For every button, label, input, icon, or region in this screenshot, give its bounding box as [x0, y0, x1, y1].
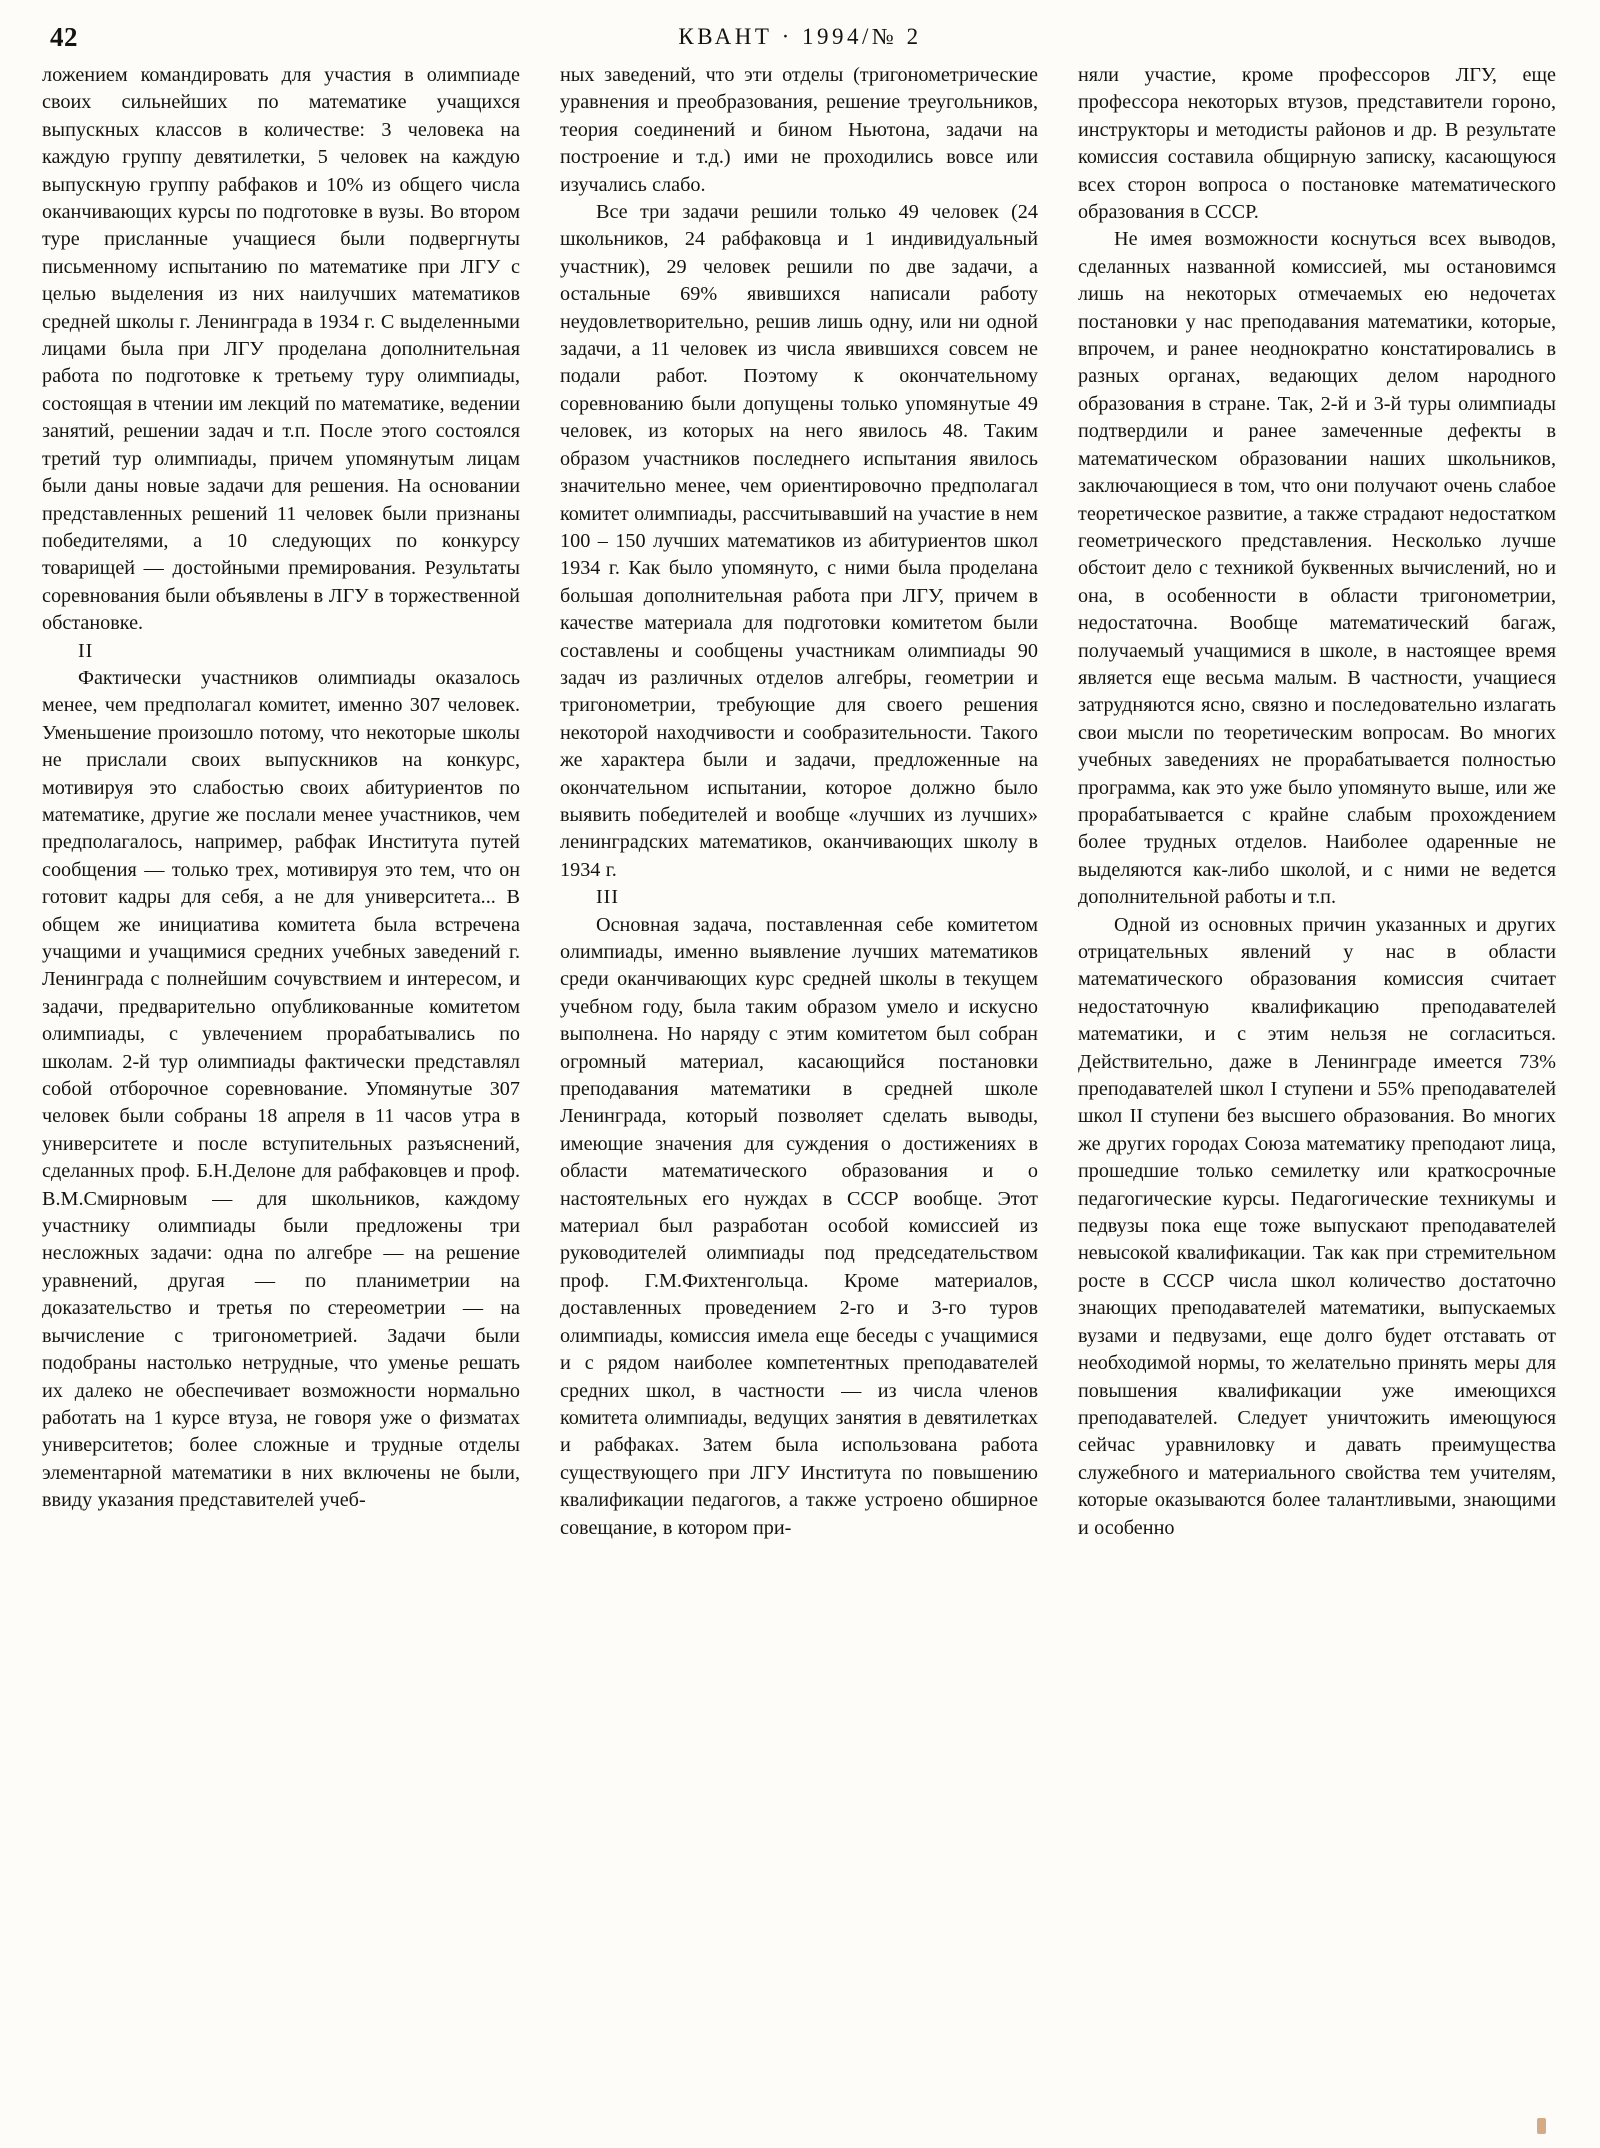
page-corner-mark: [1537, 2118, 1546, 2134]
section-number: III: [596, 886, 619, 909]
paragraph: ложением командировать для участия в олимпиаде своих сильнейших по математике учащихся выпускных классов в количестве: 3 человека на каждую группу девятилетки, 5 человек на каждую выпускную группу рабфаков и 10% из общего числа оканчивающих курсы по подготовке в вузы. Во втором туре присланные учащиеся были подвергнуты письменному испытанию по математике при ЛГУ с целью выделения из них наилучших математиков средней школы г. Ленинграда в 1934 г. С выделенными лицами была при ЛГУ проделана дополнительная работа по подготовке к третьему туру олимпиады, состоящая в чтении им лекций по математике, ведении занятий, решении задач и т.п. После этого состоялся третий тур олимпиады, причем упомянутым лицам были даны новые задачи для решения. На основании представленных решений 11 человек были признаны победителями, а 10 следующих по конкурсу товарищей — достойными премирования. Результаты соревнования были объявлены в ЛГУ в торжественной обстановке.: [42, 64, 520, 635]
paragraph: Фактически участников олимпиады оказалось менее, чем предполагал комитет, именно 307 человек. Уменьшение произошло потому, что некоторые школы не прислали своих выпускников на конкурс, мотивируя это слабостью своих абитуриентов по математике, другие же послали менее участников, чем предполагалось, например, рабфак Института путей сообщения — только трех, мотивируя это тем, что он готовит кадры для себя, а не для университета... В общем же инициатива комитета была встречена учащими и учащимися средних учебных заведений г. Ленинграда с полнейшим сочувствием и интересом, и задачи, предварительно опубликованные комитетом олимпиады, с увлечением прорабатывались по школам. 2-й тур олимпиады фактически представлял собой отборочное соревнование. Упомянутые 307 человек были собраны 18 апреля в 11 часов утра в университете и после вступительных разъяснений, сделанных проф. Б.Н.Делоне для рабфаковцев и проф. В.М.Смирновым — для школьников, каждому участнику олимпиады были предложены три несложных задачи: одна по алгебре — на решение уравнений, другая — по планиметрии на доказательство и третья по стереометрии — на вычисление с тригонометрией. Задачи были подобраны настолько нетрудные, что уменье решать их далеко не обеспечивает возможности нормально работать на 1 курсе втуза, не говоря уже о физматах университетов; более сложные и трудные отделы элементарной математики в них включены не были, ввиду указания представителей учеб-: [42, 666, 520, 1512]
column-right: [1078, 62, 1556, 2112]
paragraph: Все три задачи решили только 49 человек (24 школьников, 24 рабфаковца и 1 индивидуальный участник), 29 человек решили по две задачи, а остальные 69% явившихся написали работу неудовлетворительно, решив лишь одну, или ни одной задачи, а 11 человек из числа явившихся совсем не подали работ. Поэтому к окончательному соревнованию были допущены только упомянутые 49 человек, из которых на него явилось 48. Таким образом участников последнего испытания явилось значительно менее, чем ориентировочно предполагал комитет олимпиады, рассчитывавший на участие в нем 100 – 150 лучших математиков из абитуриентов школ 1934 г. Как было упомянуто, с ними была проделана большая дополнительная работа при ЛГУ, причем в качестве материала для подготовки комитетом были составлены и сообщены участникам олимпиады 90 задач из различных отделов алгебры, геометрии и тригонометрии, требующие для своего решения некоторой находчивости и сообразительности. Такого же характера были и задачи, предложенные на окончательном испытании, которое должно было выявить победителей и вообще «лучших из лучших» ленинградских математиков, оканчивающих школу в 1934 г.: [560, 201, 1038, 881]
column-left: [42, 62, 520, 2112]
paragraph: Одной из основных причин указанных и других отрицательных явлений у нас в области математического образования комиссия считает недостаточную квалификацию преподавателей математики, и с этим нельзя не согласиться. Действительно, даже в Ленинграде имеется 73% преподавателей школ I ступени и 55% преподавателей школ II ступени без высшего образования. Во многих же других городах Союза математику преподают лица, прошедшие только семилетку или краткосрочные педагогические курсы. Педагогические техникумы и педвузы пока еще тоже выпускают преподавателей невысокой квалификации. Так как при стремительном росте в СССР числа школ количество достаточно знающих преподавателей математики, выпускаемых вузами и педвузами, еще долго будет отставать от необходимой нормы, то желательно принять меры для повышения квалификации уже имеющихся преподавателей. Следует уничтожить имеющуюся сейчас уравниловку и давать преимущества служебного и материального свойства тем учителям, которые оказываются более талантливыми, знающими и особенно: [1078, 913, 1556, 1539]
paragraph: Основная задача, поставленная себе комитетом олимпиады, именно выявление лучших математиков среди оканчивающих курс средней школы в текущем учебном году, была таким образом умело и искусно выполнена. Но наряду с этим комитетом был собран огромный материал, касающийся постановки преподавания математики в средней школе Ленинграда, который позволяет сделать выводы, имеющие значения для суждения о достижениях в области математического образования и о настоятельных его нуждах в СССР вообще. Этот материал был разработан особой комиссией из руководителей олимпиады под председательством проф. Г.М.Фихтенгольца. Кроме материалов, доставленных проведением 2-го и 3-го туров олимпиады, комиссия имела еще беседы с учащимися и с рядом наиболее компетентных преподавателей средних школ, в частности — из числа членов комитета олимпиады, ведущих занятия в девятилетках и рабфаках. Затем была использована работа существующего при ЛГУ Института по повышению квалификации педагогов, а также устроено обширное совещание, в котором при-: [560, 913, 1038, 1539]
paragraph: ных заведений, что эти отделы (тригонометрические уравнения и преобразования, решение треугольников, теория соединений и бином Ньютона, задачи на построение и т.д.) ими не проходились вовсе или изучались слабо.: [560, 64, 1038, 196]
paragraph: Не имея возможности коснуться всех выводов, сделанных названной комиссией, мы остановимся лишь на некоторых отмечаемых ею недочетах постановки у нас преподавания математики, которые, впрочем, и ранее неоднократно констатировались в разных органах, ведающих делом народного образования в стране. Так, 2-й и 3-й туры олимпиады подтвердили и ранее замеченные дефекты в математическом образовании наших школьников, заключающиеся в том, что они получают очень слабое теоретическое развитие, а также страдают недостатком геометрического представления. Несколько лучше обстоит дело с техникой буквенных вычислений, но и она, в особенности в области тригонометрии, недостаточна. Вообще математический багаж, получаемый учащимися в школе, в настоящее время является еще весьма малым. В частности, учащиеся затрудняются ясно, связно и последовательно излагать свои мысли по теоретическим вопросам. Во многих учебных заведениях не прорабатывается полностью программа, как это уже было упомянуто выше, или же прорабатывается с крайне слабым прохождением более трудных отделов. Наиболее одаренные не выделяются как-либо школой, и с ними не ведется дополнительной работы и т.п.: [1078, 228, 1556, 909]
running-title: КВАНТ · 1994/№ 2: [678, 24, 922, 49]
page-header: [50, 22, 1550, 62]
paragraph: няли участие, кроме профессоров ЛГУ, еще профессора некоторых втузов, представители гороно, инструкторы и методисты районов и др. В результате комиссия составила общирную записку, касающуюся всех сторон вопроса о постановке математического образования в СССР.: [1078, 64, 1556, 224]
section-number: II: [78, 639, 94, 662]
column-center: [560, 62, 1038, 2112]
article-columns: [42, 62, 1558, 2112]
page-number: 42: [50, 22, 78, 52]
